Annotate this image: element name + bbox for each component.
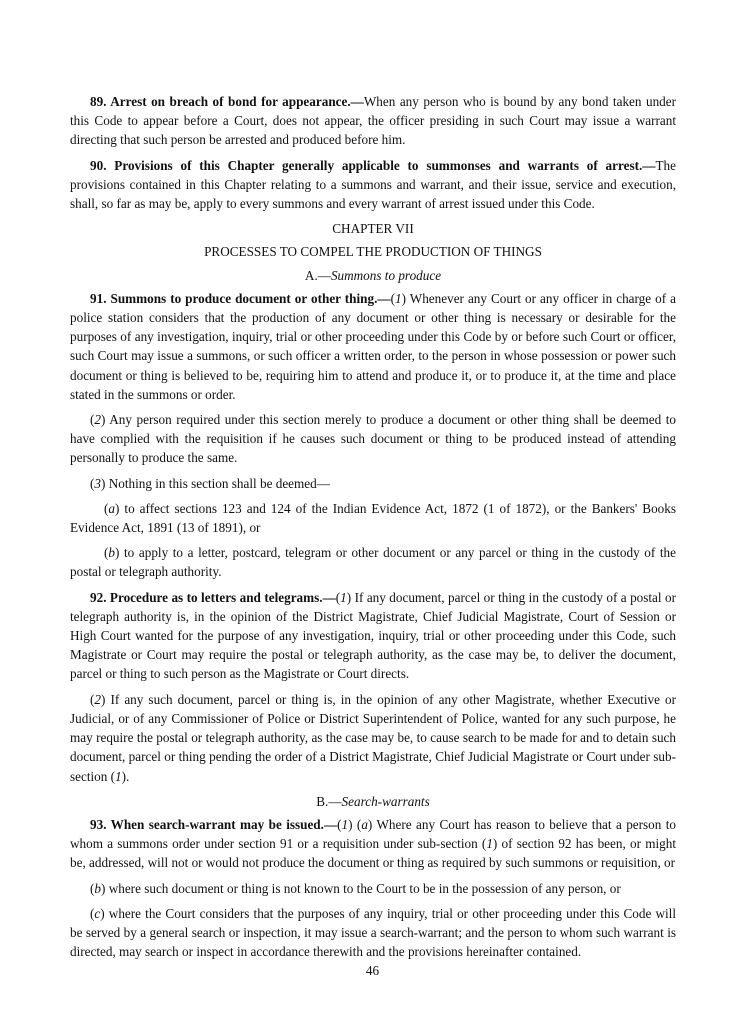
- document-body: [70, 92, 676, 967]
- section-91-sub-2-text: Any person required under this section merely to produce a document or other thing shall be deemed to have complied with the requisition if he causes such document or thing to be produced instead of attending personally to produce the same.: [70, 412, 676, 466]
- subsection-number: 1: [341, 816, 349, 832]
- section-92-sub-2-text: If any such document, parcel or thing is, in the opinion of any other Magistrate, whether Executive or Judicial, or of any Commissioner of Police or District Superintendent of Police, wanted for any such purpose, he may require the postal or telegraph authority, as the case may be, to cause search to be made for and to detain such document, parcel or thing pending the order of a District Magistrate, Chief Judicial Magistrate or Court under sub-section (: [70, 691, 676, 784]
- clause-label: a: [108, 500, 115, 516]
- clause-label: a: [361, 816, 368, 832]
- section-93-heading: 93. When search-warrant may be issued.: [90, 816, 324, 832]
- section-93-clause-b: (b) where such document or thing is not known to the Court to be in the possession of any person, or: [90, 880, 621, 896]
- subsection-reference: 1: [115, 768, 122, 784]
- em-dash: —: [323, 816, 338, 832]
- section-92-sub-2: (2) If any such document, parcel or thing is, in the opinion of any other Magistrate, whether Executive or Judicial, or of any Commissioner of Police or District Superintendent of Police, wanted for any such purpose, he may require the postal or telegraph authority, as the case may be, to cause search to be made for and to detain such document, parcel or thing pending the order of a District Magistrate, Chief Judicial Magistrate or Court under sub-section (1).: [70, 691, 676, 784]
- section-91-sub-3-text: Nothing in this section shall be deemed—: [105, 475, 330, 491]
- section-91-sub-3: (3) Nothing in this section shall be deemed—: [90, 475, 330, 491]
- section-92-sub-1: 92. Procedure as to letters and telegrams.—(1) If any document, parcel or thing in the custody of a postal or telegraph authority is, in the opinion of the District Magistrate, Chief Judicial Magistrate, Court of Session or High Court wanted for the purpose of any investigation, inquiry, trial or other proceeding under this Code, such Magistrate or Court may require the postal or telegraph authority, as the case may be, to deliver the document, parcel or thing to such person as the Magistrate or Court directs.: [70, 589, 676, 682]
- part-b-heading: [70, 792, 676, 811]
- section-90-heading: 90. Provisions of this Chapter generally applicable to summonses and warrants of arrest.: [90, 157, 643, 173]
- section-92-heading: 92. Procedure as to letters and telegrams.: [90, 589, 323, 605]
- part-a-heading: [70, 266, 676, 285]
- section-92-sub-1-text: If any document, parcel or thing in the custody of a postal or telegraph authority is, in the opinion of the District Magistrate, Chief Judicial Magistrate, Court of Session or High Court wanted for the purpose of any investigation, inquiry, trial or other proceeding under this Code, such Magistrate or Court may require the postal or telegraph authority, as the case may be, to deliver the document, parcel or thing to such person as the Magistrate or Court directs.: [70, 589, 676, 682]
- section-93-clause-b-text: where such document or thing is not known to the Court to be in the possession of any person, or: [105, 880, 621, 896]
- section-91-clause-b-text: to apply to a letter, postcard, telegram or other document or any parcel or thing in the custody of the postal or telegraph authority.: [70, 545, 676, 580]
- section-91-sub-1: [70, 289, 676, 404]
- subsection-number: 2: [94, 691, 101, 707]
- subsection-reference: 1: [486, 836, 493, 852]
- subsection-number: 1: [340, 589, 347, 605]
- section-89-text: When any person who is bound by any bond taken under this Code to appear before a Court, does not appear, the officer presiding in such Court may issue a warrant directing that such person be arrested and produced before him.: [70, 94, 676, 148]
- em-dash: —: [642, 157, 656, 173]
- section-93-clause-a-text-end: ) of section 92 has been, or might be, addressed, will not or would not produce the document or thing as required by such summons or requisition, or: [70, 836, 676, 871]
- section-91-clause-a: (a) to affect sections 123 and 124 of the Indian Evidence Act, 1872 (1 of 1872), or the Bankers' Books Evidence Act, 1891 (13 of 1891), or: [70, 500, 676, 536]
- section-89-heading: 89. Arrest on breach of bond for appearance.: [90, 94, 351, 109]
- section-90: [70, 156, 676, 214]
- part-b-title: Search-warrants: [341, 793, 430, 809]
- paren-open: (: [390, 290, 395, 306]
- section-93-clause-c: (c) where the Court considers that the purposes of any inquiry, trial or other proceeding under this Code will be served by a general search or inspection, it may issue a search-warrant; and the person to whom such warrant is directed, may search or inspect in accordance therewith and the provisions hereinafter contained.: [70, 905, 676, 960]
- section-91-clause-b: (b) to apply to a letter, postcard, telegram or other document or any parcel or thing in the custody of the postal or telegraph authority.: [70, 545, 676, 580]
- section-90-text: The provisions contained in this Chapter relating to a summons and warrant, and their issue, service and execution, shall, so far as may be, apply to every summons and every warrant of arrest issued under this Code.: [70, 157, 676, 212]
- section-93-clause-a-text: Where any Court has reason to believe that a person to whom a summons order under section 91 or a requisition under sub-section (: [70, 816, 676, 852]
- section-91-heading: 91. Summons to produce document or other thing.: [90, 290, 378, 306]
- section-92-sub-2-end: ).: [121, 768, 130, 784]
- em-dash: —: [322, 589, 336, 605]
- section-93-clause-c-text: where the Court considers that the purposes of any inquiry, trial or other proceeding under this Code will be served by a general search or inspection, it may issue a search-warrant; and the person to whom such warrant is directed, may search or inspect in accordance therewith and the provisions hereinafter contained.: [70, 905, 676, 960]
- section-89: [70, 92, 676, 150]
- clause-label: b: [94, 880, 101, 896]
- section-91-sub-1-text: Whenever any Court or any officer in charge of a police station considers that the production of any document or other thing is necessary or desirable for the purposes of any investigation, inquiry, trial or other proceeding under this Code by or before such Court or officer, such Court may issue a summons, or such officer a written order, to the person in whose possession or power such document or thing is believed to be, requiring him to attend and produce it, or to produce it, at the time and place stated in the summons or order.: [70, 290, 676, 402]
- chapter-title: PROCESSES TO COMPEL THE PRODUCTION OF THINGS: [204, 244, 542, 260]
- em-dash: —: [350, 94, 364, 109]
- section-91-sub-2: (2) Any person required under this section merely to produce a document or other thing shall be deemed to have complied with the requisition if he causes such document or thing to be produced instead of attending personally to produce the same.: [70, 412, 676, 466]
- part-a-title: Summons to produce: [330, 267, 442, 283]
- subsection-number: 1: [395, 290, 402, 306]
- clause-label: c: [94, 905, 101, 921]
- chapter-number: CHAPTER VII: [332, 221, 414, 237]
- em-dash: —: [377, 290, 391, 306]
- part-b-prefix: B.—: [316, 793, 342, 809]
- section-91-clause-a-text: to affect sections 123 and 124 of the Indian Evidence Act, 1872 (1 of 1872), or the Bankers' Books Evidence Act, 1891 (13 of 1891), or: [70, 500, 676, 536]
- subsection-number: 3: [94, 475, 101, 491]
- section-93-clause-a: 93. When search-warrant may be issued.—(1) (a) Where any Court has reason to believe that a person to whom a summons order under section 91 or a requisition under sub-section (1) of section 92 has been, or might be, addressed, will not or would not produce the document or thing as required by such summons or requisition, or: [70, 816, 676, 871]
- paren-close: ): [401, 290, 406, 306]
- subsection-number: 2: [94, 412, 101, 428]
- clause-label: b: [108, 545, 115, 561]
- page-number: 46: [365, 963, 380, 978]
- part-a-prefix: A.—: [304, 267, 331, 283]
